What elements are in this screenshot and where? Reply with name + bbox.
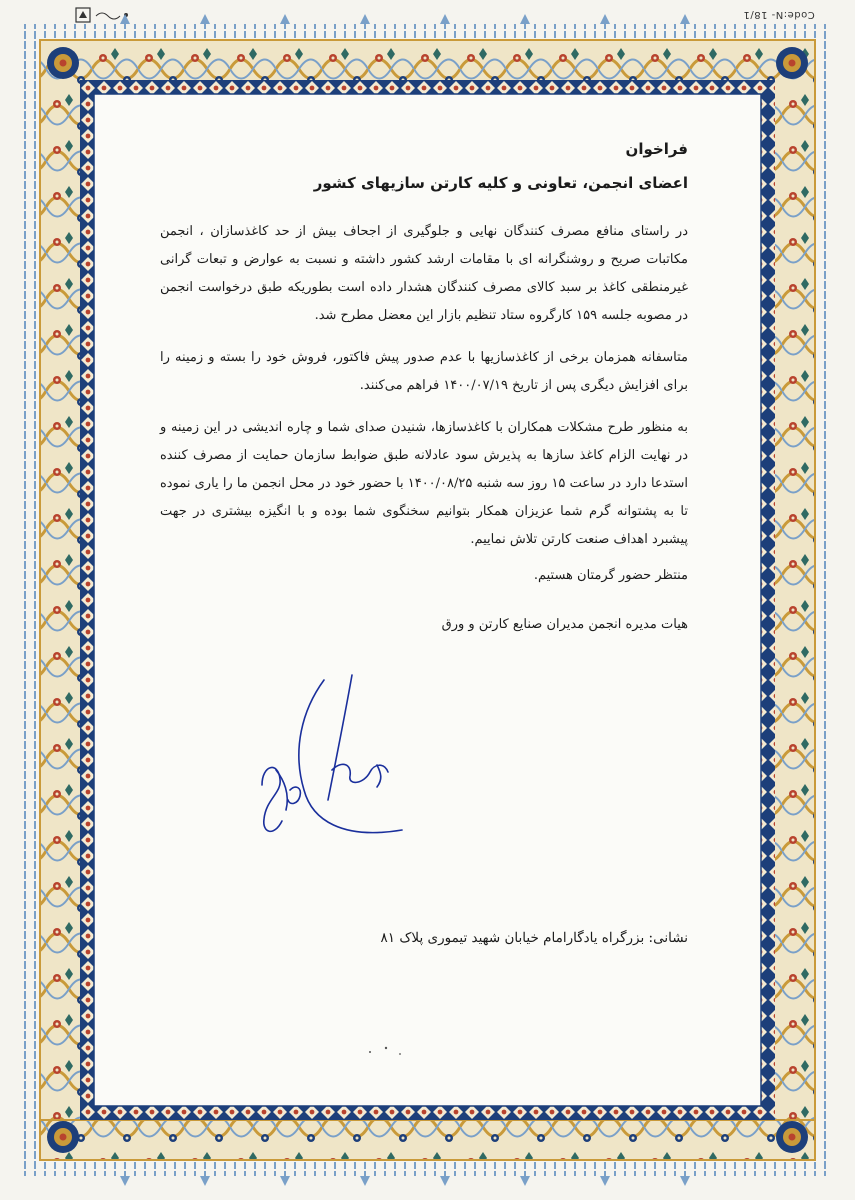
paragraph-1: در راستای منافع مصرف کنندگان نهایی و جلوگیری از اجحاف بیش از حد کاغذسازان ، انجمن مکاتبات صریح و روشنگرانه ای با مقامات ارشد کشور داشته و نسبت به عوارض و تبعات گرانی غیرمنطقی کاغذ بر سبد کالای مصرف کنندگان هشدار داده است بطوریکه طبق درخواست انجمن در مصوبه جلسه ۱۵۹ کارگروه ستاد تنظیم بازار این معضل مطرح شد. xyxy=(160,224,688,323)
handwritten-signature xyxy=(232,670,422,870)
letter-recipients: اعضای انجمن، تعاونی و کلیه کارتن سازیهای کشور xyxy=(313,174,688,192)
closing-line: منتظر حضور گرمتان هستیم. xyxy=(533,568,688,583)
paper-specks xyxy=(360,1040,420,1060)
board-signatory: هیات مدیره انجمن مدیران صنایع کارتن و ورق xyxy=(441,617,688,632)
letter-title: فراخوان xyxy=(625,140,688,158)
document-code: Code:N- 18/1 xyxy=(743,9,815,20)
letter-body xyxy=(160,140,688,632)
paragraph-3: به منظور طرح مشکلات همکاران با کاغذسازها، شنیدن صدای شما و چاره اندیشی در این زمینه و در نهایت الزام کاغذ سازها به پذیرش سود عادلانه طبق ضوابط سازمان حمایت از مصرف کننده استدعا دارد در ساعت ۱۵ روز سه شنبه ۱۴۰۰/۰۸/۲۵ با حضور خود در محل انجمن ما را یاری نموده تا به پشتوانه گرم شما عزیزان همکار بتوانیم سخنگوی شما بوده و با انگیزه بیشتری در جهت پیشبرد اهداف صنعت کارتن تلاش نماییم. xyxy=(160,420,688,547)
paragraph-2: متاسفانه همزمان برخی از کاغذسازیها با عدم صدور پیش فاکتور، فروش خود را بسته و زمینه را برای افزایش دیگری پس از تاریخ ۱۴۰۰/۰۷/۱۹ فراهم می‌کنند. xyxy=(160,350,688,393)
office-address: نشانی: بزرگراه یادگارامام خیابان شهید تیموری پلاک ۸۱ xyxy=(380,930,688,946)
